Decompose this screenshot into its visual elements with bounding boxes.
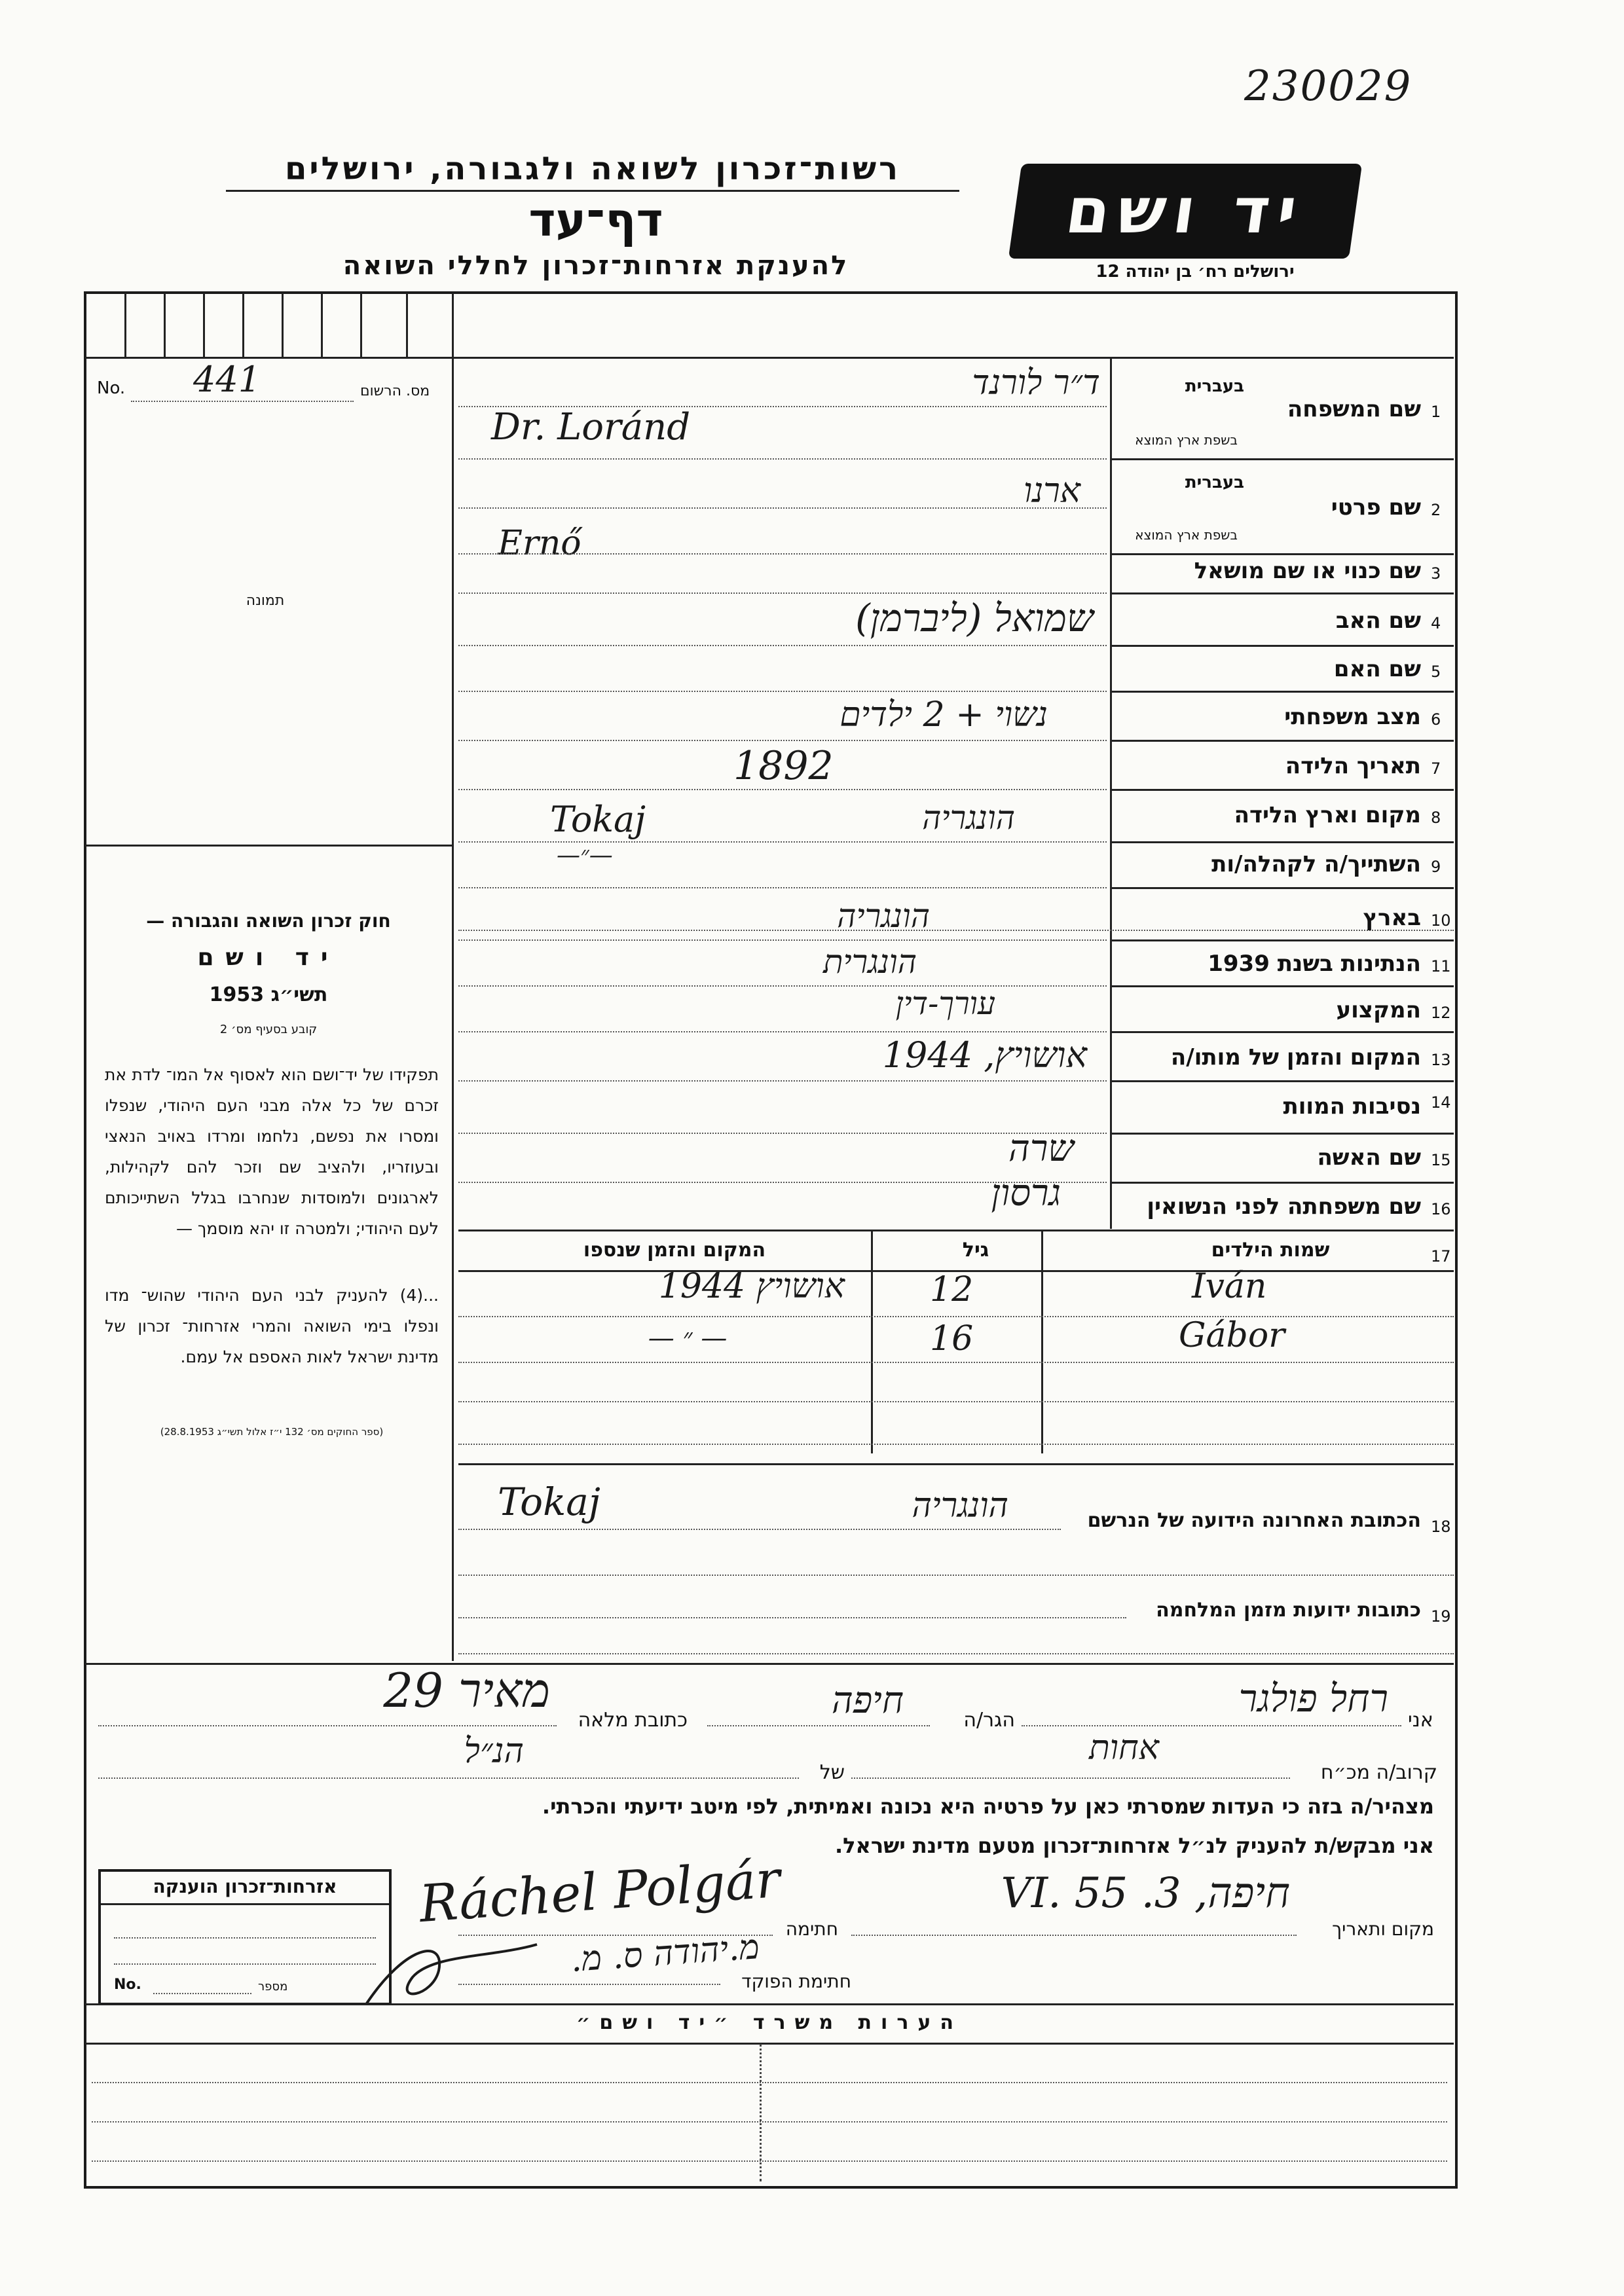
registration-no-value: 441 (193, 359, 261, 400)
field-family-name-hebrew: ד״ר לורנד (972, 363, 1100, 403)
field-citizenship-1939-value: הונגרית (822, 943, 917, 981)
law-citation: (ספר החוקים מס׳ 132 י״ז אלול תשי״ג 28.8.1953) (160, 1426, 384, 1438)
authority-underline (226, 190, 959, 192)
declarant-signature: Ráchel Polgár (417, 1850, 783, 1935)
citizenship-box: אזרחות־זכרון הוענקה No. מספר (98, 1869, 392, 2005)
field-marital-status-value: נשוי + 2 ילדים (840, 695, 1048, 735)
law-clause: קובע בסעיף מס׳ 2 (219, 1023, 318, 1036)
form-subtitle: להענקת אזרחות־זכרון לחללי השואה (342, 251, 849, 281)
law-paragraph-2: ...(4) להעניק לבני העם היהודי שהוש־ מדו ונפלו בימי השואה והמרי אזרחות־ זכרון של מדינת ישראל לאות האספם אל עמם. (105, 1286, 439, 1366)
children-col-age: גיל (962, 1239, 989, 1262)
field-community-value: —״— (557, 842, 613, 869)
declarant-name: רחל פולגר (1238, 1676, 1388, 1721)
registration-no-label: No. (97, 378, 126, 398)
place-and-date: חיפה, 3. VI. 55 (1001, 1869, 1290, 1918)
field-country-value: הונגריה (837, 897, 930, 935)
field-birth-place-hebrew: הונגריה (922, 799, 1015, 837)
remarks-title: הערות משרד ״יד ושם״ (576, 2011, 963, 2034)
declaration-statement-2: אני מבקש/ת להעניק לנ״ל אזרחות־זכרון מטעם מדינת ישראל. (835, 1833, 1434, 1858)
field-birth-date-value: 1892 (733, 743, 834, 789)
declarant-address: מאיר 29 (383, 1663, 550, 1718)
children-col-place: המקום והזמן שנספו (583, 1239, 766, 1262)
field-family-name-native: Dr. Loránd (491, 406, 691, 448)
logo-address: ירושלים רח׳ בן יהודה 12 (1096, 262, 1295, 282)
field-profession-value: עורך-דין (895, 985, 995, 1022)
law-title: חוק זכרון השואה והגבורה — (146, 910, 391, 932)
law-paragraph-1: תפקידו של יד־ושם הוא לאסוף אל המו־ לדת את זכרם של כל אלה מבני העם היהודי, שנפלו ומסרו את נפשם, נלחמו ומרדו באויב הנאצי ובעוזריו, ולהציב שם וזכר להם לקהילות, לארגונים ולמוסדות שנחרבו בגלל השתייכותם לעם היהודי; ולמטרה זו יהא מוסמך — (105, 1065, 439, 1238)
field-family-name-label: שם המשפחה (1287, 396, 1421, 422)
photo-label: תמונה (246, 592, 285, 609)
children-col-names: שמות הילדים (1211, 1239, 1330, 1262)
field-last-address-hebrew: הונגריה (912, 1486, 1008, 1525)
form-title: דף־עד (528, 193, 663, 247)
law-name: יד ושם (197, 944, 340, 971)
officer-signature: מ.יהודה ס. מ. (569, 1927, 761, 1980)
field-wife-maiden-name-value: גרסון (991, 1172, 1061, 1214)
field-first-name-hebrew: ארנו (1024, 471, 1080, 511)
field-father-name-value: שמואל (ליברמן) (855, 596, 1094, 640)
field-death-place-time-value: אושויץ, 1944 (882, 1034, 1087, 1076)
logo-text: יד ושם (1061, 174, 1310, 247)
declarant-of: הנ״ל (464, 1732, 524, 1771)
field-wife-name-value: שרה (1008, 1127, 1074, 1170)
authority-title: רשות־זכרון לשואה ולגבורה, ירושלים (284, 151, 901, 187)
archive-number: 230029 (1244, 62, 1412, 111)
field-birth-place-native: Tokaj (550, 799, 646, 840)
declaration-statement-1: מצהיר/ה בזה כי העדות שמסרתי כאן על פרטיה היא נכונה ואמיתית, לפי מיטב ידיעתי והכרתי. (542, 1794, 1434, 1819)
field-first-name-native: Ernő (498, 524, 581, 563)
declarant-relation: אחות (1089, 1728, 1159, 1768)
yad-vashem-logo (1008, 164, 1362, 259)
registration-he-label: מס. הרשום (360, 383, 430, 399)
declarant-city: חיפה (832, 1679, 904, 1722)
law-year: תשי״ג 1953 (209, 983, 328, 1006)
field-first-name-label: שם פרטי (1331, 494, 1421, 520)
field-last-address-native: Tokaj (498, 1480, 600, 1524)
